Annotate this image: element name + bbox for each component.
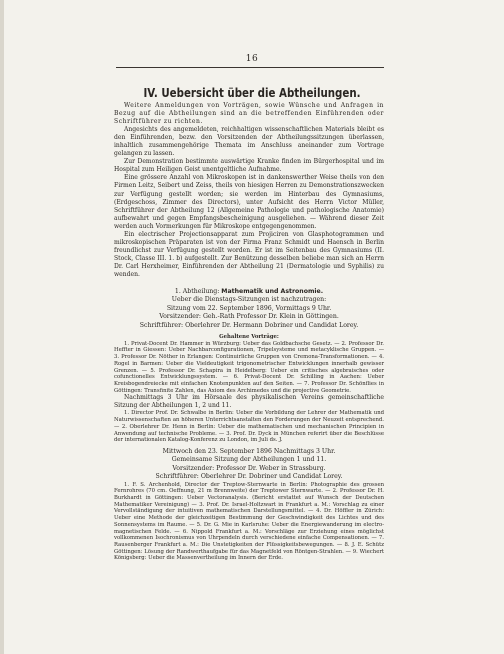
session-note: Ueber die Dienstags-Sitzungen ist nachzutragen:: [171, 296, 327, 304]
body-text: [114, 102, 384, 562]
section-heading-prefix: 1. Abtheilung:: [174, 288, 220, 296]
intro-paragraph-2: Angesichts des angemeldeten, reichhaltigen wissenschaftlichen Materials bleibt es den Einführenden, bezw. den Vorsitzenden der Abtheilungssitzungen überlassen, inhaltlich zusammengehörige Themata im Anschluss aneinander zum Vortrage gelangen zu lassen.: [114, 126, 384, 158]
intro-paragraph-4: Eine grössere Anzahl von Mikroskopen ist in dankenswerther Weise theils von den Firmen Leitz, Seibert und Zeiss, theils von hiesigen Herren zu Demonstrationszwecken zur Verfügung gestellt worden; sie werden im Hinterbau des Gymnasiums, (Erdgeschoss, Zimmer des Directors), unter Aufsicht des Herrn Victor Müller, Schriftführer der Abtheilung 12 (Allgemeine Pathologie und pathologische Anatomie) aufbewahrt und gegen Empfangsbescheinigung ausgeliehen. — Während dieser Zeit werden auch Vormerkungen für Mikroskope entgegengenommen.: [114, 174, 384, 230]
header-rule: [116, 67, 384, 68]
session-2-title: Gemeinsame Sitzung der Abtheilungen 1 und 11.: [171, 456, 327, 464]
talks-list-3: 1. F. S. Archenhold, Director der Treptow-Sternwarte in Berlin: Photographie des grossen Fernrohres (70 cm. Oeffnung, 21 m Brennweite) der Treptower Sternwarte. — 2. Professor Dr. H. Burkhardt in Göttingen: Ueber Vectoranalysis. (Bericht erstattet auf Wunsch der Deutschen Mathematiker Vereinigung) — 3. Prof. Dr. Israel-Holtzwart in Frankfurt a. M.: Vorschlag zu einer Vervollständigung der intuitiven mathematischen Darstellungsmittel. — 4. Dr. Höffler in Zürich: Ueber eine Methode der gleichzeitigen Bestimmung der Geschwindigkeit des Lichtes und des Sonnensystems im Raume. — 5. Dr. G. Mie in Karlsruhe: Ueber die Energiewanderung im electro-magnetischen Felde. — 6. Nippold Frankfurt a. M.: Vorschläge zur Erziehung eines möglichst vollkommenen Isochronismus von Uhrpendeln durch verschiedene einfache Compensationen. — 7. Rausenberger Frankfurt a. M.: Die Unstetigkeiten der Flüssigkeitsbewegungen. — 8. J. E. Schütz Göttingen: Lösung der Randwerthaufgabe für das Magnetfeld von Röntgen-Strahlen. — 9. Wiechert Königsberg: Ueber die Massenvertheilung im Innern der Erde.: [114, 481, 384, 562]
page-number: 16: [245, 54, 259, 64]
session-2-date: Mittwoch den 23. September 1896 Nachmittags 3 Uhr.: [162, 448, 336, 455]
talks-list-2: 1. Director Prof. Dr. Schwalbe in Berlin: Ueber die Vorbildung der Lehrer der Mathematik und Naturwissenschaften an höheren Unterrichtsanstalten den Forderungen der Neuzeit entsprechend. — 2. Oberlehrer Dr. Henn in Berlin: Ueber die mathematischen und mechanischen Principien in Anwendung auf technische Probleme. — 3. Prof. Dr. Dyck in München referirt über die Beschlüsse der internationalen Katalog-Konferenz zu London, im Juli ds. J.: [114, 410, 384, 444]
section-heading-1: [114, 288, 384, 296]
session-chair: Vorsitzender: Geh.-Rath Professor Dr. Klein in Göttingen.: [159, 313, 339, 321]
session-secretaries: Schriftführer: Oberlehrer Dr. Hermann Dobriner und Candidat Lorey.: [139, 321, 359, 329]
intro-paragraph-3: Zur Demonstration bestimmte auswärtige Kranke finden im Bürgerhospital und im Hospital zum Heiligen Geist unentgeltliche Aufnahme.: [114, 158, 384, 174]
session-2-chair: Vorsitzender: Professor Dr. Weber in Strassburg.: [172, 464, 326, 472]
session-date: Sitzung vom 22. September 1896, Vormittags 9 Uhr.: [166, 304, 332, 312]
intro-paragraph-5: Ein electrischer Projectionsapparat zum Projiciren von Glasphotogrammen und mikroskopischen Präparaten ist von der Firma Franz Schmidt und Haensch in Berlin freundlichst zur Verfügung gestellt worden. Er ist im Seitenbau des Gymnasiums (II. Stock, Classe III. 1. b) aufgestellt. Zur Benützung desselben beliebe man sich an Herrn Dr. Carl Herxheimer, Einführenden der Abtheilung 21 (Dermatologie und Syphilis) zu wenden.: [114, 230, 384, 278]
talks-heading: Gehaltene Vorträge:: [219, 334, 279, 341]
intro-paragraph-1: Weitere Anmeldungen von Vorträgen, sowie Wünsche und Anfragen in Bezug auf die Abtheilungen sind an die betreffenden Einführenden oder Schriftführer zu richten.: [114, 102, 384, 126]
joint-session-note: Nachmittags 3 Uhr im Hörsaale des physikalischen Vereins gemeinschaftliche Sitzung der Abtheilungen 1, 2 und 11.: [114, 394, 384, 410]
page-title: IV. Uebersicht über die Abtheilungen.: [143, 85, 361, 100]
session-2-secretaries: Schriftführer: Oberlehrer Dr. Dobriner und Candidat Lorey.: [155, 473, 343, 481]
page-edge: [0, 0, 4, 654]
talks-list-1: 1. Privat-Docent Dr. Hammer in Würzburg: Ueber das Goldbachsche Gesetz. — 2. Professor Dr. Heffter in Giessen: Ueber Nachbarconfigurationen, Tripelsysteme und metacyklische Gruppen. — 3. Professor Dr. Nöther in Erlangen: Continuirliche Gruppen von Cremona-Transformationen. — 4. Rogel in Barmen: Ueber die Vieldeutigkeit trigonometrischer Entwicklungen innerhalb gewisser Grenzen. — 5. Professor Dr. Schapira in Heidelberg: Ueber ein critisches algebraisches oder cofunctionelles Entwicklungssystem. — 6. Privat-Docent Dr. Schilling in Aachen: Ueber Kreisbogendreiecke mit einfachen Knotenpunkten auf den Seiten. — 7. Professor Dr. Schönflies in Göttingen: Transfinite Zahlen, das Axiom des Archimedes und die projective Geometrie.: [114, 340, 384, 394]
section-heading-title: Mathematik und Astronomie.: [221, 288, 324, 296]
